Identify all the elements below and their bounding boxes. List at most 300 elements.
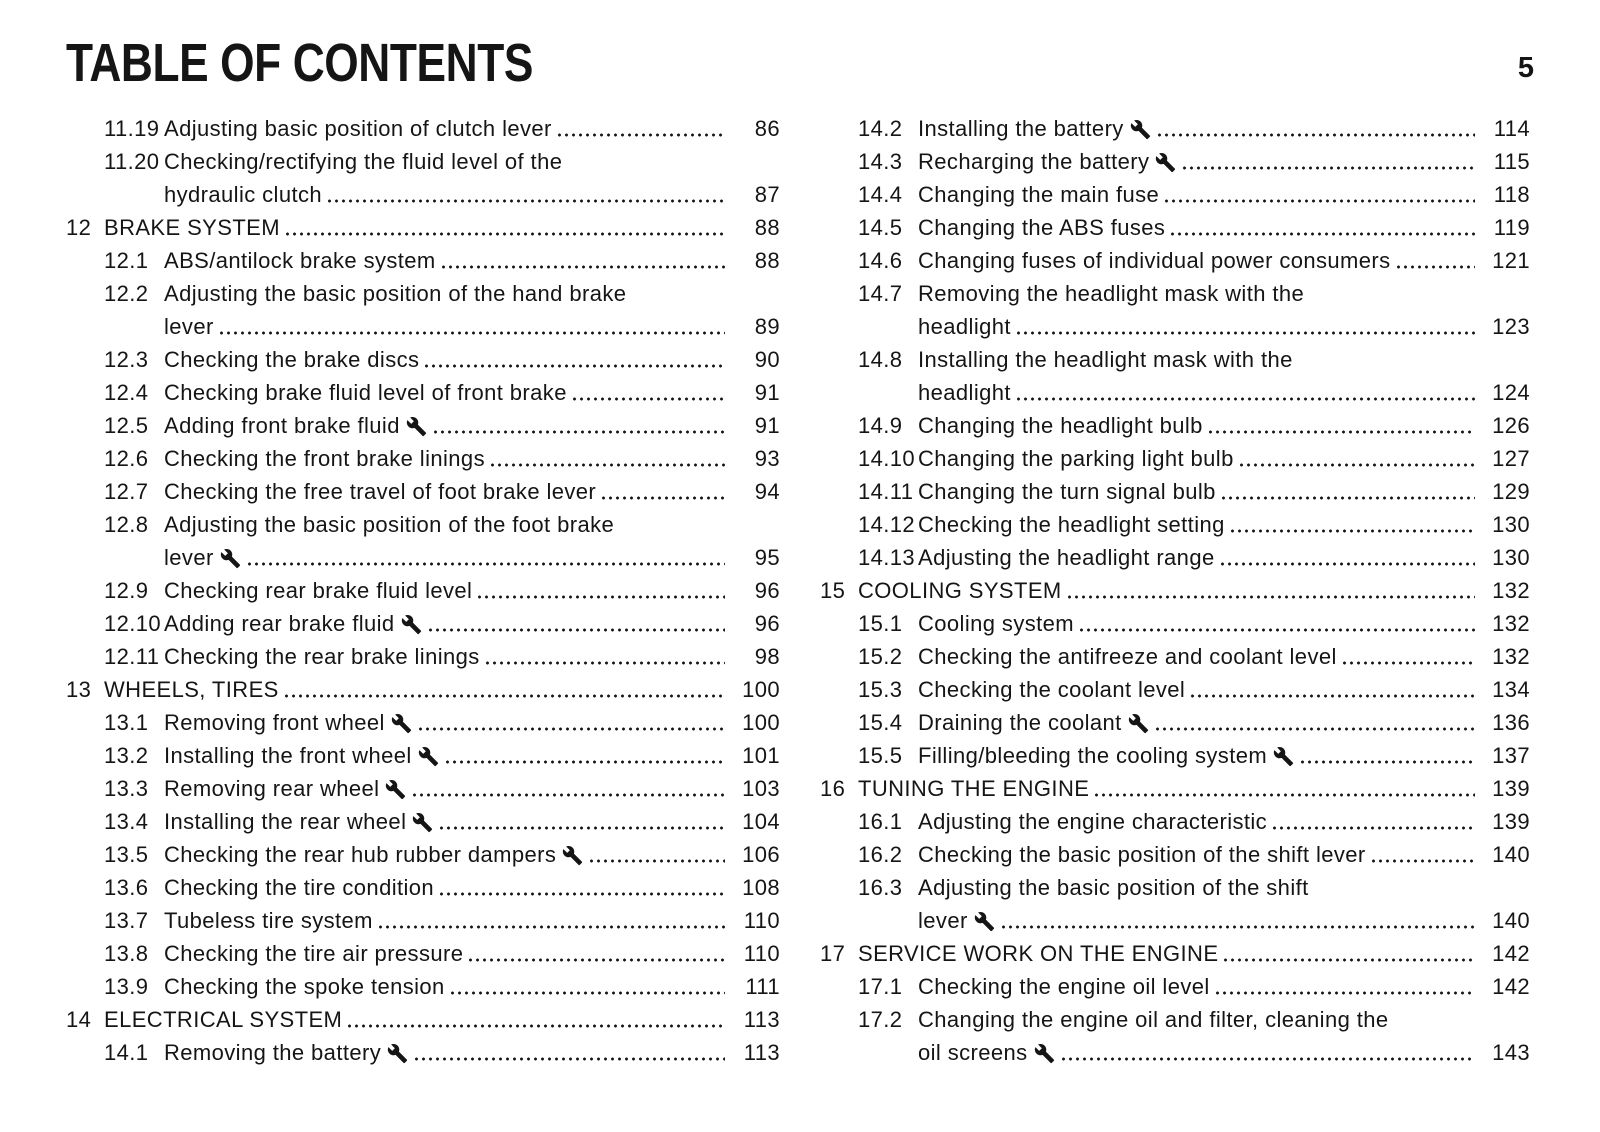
toc-section-entry [66, 640, 780, 673]
entry-body [918, 541, 1530, 574]
entry-title-line: Checking the rear hub rubber dampers [164, 838, 584, 871]
entry-page-number: 139 [1492, 809, 1530, 834]
entry-number: 14.8 [858, 347, 903, 372]
entry-page-number: 110 [743, 941, 780, 966]
toc-section-entry [820, 277, 1530, 343]
entry-body [918, 442, 1530, 475]
entry-page-number: 96 [754, 611, 780, 636]
toc-section-entry [820, 805, 1530, 838]
entry-last-line [918, 607, 1530, 640]
entry-last-line [858, 574, 1530, 607]
toc-section-entry [820, 1003, 1530, 1069]
wrench-icon [974, 911, 995, 932]
entry-page-number: 139 [1492, 776, 1530, 801]
entry-page-number: 86 [754, 116, 780, 141]
entry-body [918, 673, 1530, 706]
wrench-icon [418, 746, 439, 767]
entry-page-number: 118 [1493, 182, 1530, 207]
toc-section-entry [66, 706, 780, 739]
entry-number: 14.12 [858, 512, 916, 537]
entry-page-number: 137 [1492, 743, 1530, 768]
entry-body [164, 376, 780, 409]
entry-page-number: 111 [745, 974, 780, 999]
dot-leader [423, 343, 725, 376]
toc-section-entry [66, 376, 780, 409]
entry-title-line: Checking the antifreeze and coolant level [918, 644, 1337, 669]
entry-page-number: 103 [742, 776, 780, 801]
entry-body [918, 409, 1530, 442]
dot-leader [1370, 838, 1475, 871]
entry-title-line: Removing the headlight mask with the [918, 281, 1305, 306]
dot-leader [1093, 772, 1475, 805]
entry-body [918, 508, 1530, 541]
entry-last-line [164, 937, 780, 970]
entry-title-line: Draining the coolant [918, 706, 1150, 739]
entry-title-line: ABS/antilock brake system [164, 248, 436, 273]
entry-last-line [164, 442, 780, 475]
entry-last-line [918, 145, 1530, 178]
toc-section-entry [820, 211, 1530, 244]
toc-section-entry [66, 607, 780, 640]
entry-title-line: Checking rear brake fluid level [164, 578, 473, 603]
dot-leader [413, 1036, 725, 1069]
entry-body [918, 211, 1530, 244]
toc-section-entry [66, 508, 780, 574]
entry-last-line [164, 409, 780, 442]
entry-page-number: 130 [1492, 512, 1530, 537]
entry-body [164, 871, 780, 904]
dot-leader [284, 211, 725, 244]
toc-chapter-entry [66, 211, 780, 244]
entry-number: 16.1 [858, 809, 903, 834]
entry-page-number: 124 [1492, 380, 1530, 405]
entry-number: 16.3 [858, 875, 903, 900]
dot-leader [449, 970, 725, 1003]
dot-leader [600, 475, 725, 508]
entry-page-number: 132 [1492, 644, 1530, 669]
entry-page-number: 114 [1493, 116, 1530, 141]
entry-number: 13.6 [104, 875, 149, 900]
entry-number: 12.1 [104, 248, 149, 273]
entry-body [164, 442, 780, 475]
entry-number: 14.4 [858, 182, 903, 207]
entry-title-line: BRAKE SYSTEM [104, 215, 280, 240]
entry-last-line [164, 310, 780, 343]
entry-number: 14.13 [858, 545, 916, 570]
entry-body [858, 937, 1530, 970]
entry-page-number: 108 [742, 875, 780, 900]
entry-last-line [918, 1036, 1530, 1069]
entry-title-line: Adjusting the headlight range [918, 545, 1215, 570]
entry-title-line: Checking the brake discs [164, 347, 420, 372]
toc-section-entry [820, 112, 1530, 145]
entry-page-number: 96 [754, 578, 780, 603]
toc-section-entry [820, 508, 1530, 541]
entry-page-number: 106 [742, 842, 780, 867]
toc-section-entry [66, 442, 780, 475]
dot-leader [556, 112, 725, 145]
entry-page-number: 110 [743, 908, 780, 933]
entry-number: 14.9 [858, 413, 903, 438]
entry-last-line [164, 1036, 780, 1069]
entry-last-line [164, 574, 780, 607]
toc-section-entry [820, 871, 1530, 937]
entry-title-line: Adding front brake fluid [164, 409, 428, 442]
entry-page-number: 130 [1492, 545, 1530, 570]
entry-title-line: Installing the headlight mask with the [918, 347, 1293, 372]
dot-leader [1169, 211, 1475, 244]
entry-number: 14.2 [858, 116, 903, 141]
entry-number: 14.3 [858, 149, 903, 174]
entry-body [918, 244, 1530, 277]
entry-title-line: TUNING THE ENGINE [858, 776, 1090, 801]
dot-leader [1238, 442, 1475, 475]
entry-page-number: 121 [1492, 248, 1530, 273]
entry-last-line [918, 541, 1530, 574]
entry-last-line [918, 739, 1530, 772]
toc-section-entry [820, 475, 1530, 508]
entry-last-line [918, 475, 1530, 508]
entry-title-line: Removing the battery [164, 1036, 409, 1069]
dot-leader [1214, 970, 1475, 1003]
entry-title-line: headlight [918, 380, 1011, 405]
entry-title-line: Adding rear brake fluid [164, 607, 423, 640]
entry-page-number: 113 [743, 1007, 780, 1032]
entry-number: 13.5 [104, 842, 149, 867]
toc-section-entry [820, 178, 1530, 211]
entry-body [164, 772, 780, 805]
dot-leader [346, 1003, 725, 1036]
entry-body [918, 475, 1530, 508]
entry-page-number: 88 [754, 215, 780, 240]
dot-leader [444, 739, 725, 772]
dot-leader [1066, 574, 1475, 607]
toc-chapter-entry [820, 574, 1530, 607]
entry-title-line: Changing the headlight bulb [918, 413, 1203, 438]
dot-leader [571, 376, 725, 409]
entry-last-line [164, 112, 780, 145]
entry-last-line [858, 772, 1530, 805]
entry-title-line: Installing the rear wheel [164, 805, 434, 838]
entry-body [164, 706, 780, 739]
entry-title-line: lever [918, 904, 996, 937]
dot-leader [218, 310, 725, 343]
entry-number: 13.1 [104, 710, 149, 735]
entry-body [104, 211, 780, 244]
entry-last-line [164, 343, 780, 376]
entry-number: 12.11 [104, 644, 160, 669]
entry-number: 13.2 [104, 743, 149, 768]
entry-body [918, 970, 1530, 1003]
entry-last-line [164, 904, 780, 937]
entry-last-line [164, 607, 780, 640]
toc-section-entry [66, 277, 780, 343]
entry-last-line [918, 442, 1530, 475]
entry-body [164, 904, 780, 937]
entry-number: 13 [66, 677, 92, 702]
toc-section-entry [820, 244, 1530, 277]
toc-section-entry [820, 640, 1530, 673]
entry-title-line: Checking the free travel of foot brake lever [164, 479, 597, 504]
toc-column-right [820, 112, 1530, 1069]
entry-last-line [918, 112, 1530, 145]
dot-leader [326, 178, 725, 211]
toc-section-entry [66, 574, 780, 607]
entry-body [164, 640, 780, 673]
entry-number: 11.19 [104, 116, 160, 141]
toc-section-entry [820, 607, 1530, 640]
entry-number: 17.2 [858, 1007, 903, 1032]
toc-section-entry [66, 937, 780, 970]
dot-leader [283, 673, 725, 706]
entry-title-line: Checking the tire condition [164, 875, 435, 900]
entry-last-line [918, 310, 1530, 343]
entry-title-line: Changing the turn signal bulb [918, 479, 1216, 504]
entry-last-line [918, 640, 1530, 673]
entry-page-number: 104 [742, 809, 780, 834]
entry-body [164, 409, 780, 442]
entry-number: 17.1 [858, 974, 903, 999]
entry-page-number: 123 [1492, 314, 1530, 339]
entry-body [918, 343, 1530, 409]
dot-leader [1181, 145, 1475, 178]
wrench-icon [387, 1043, 408, 1064]
entry-page-number: 89 [754, 314, 780, 339]
toc-section-entry [66, 739, 780, 772]
toc-section-entry [66, 409, 780, 442]
entry-title-line: Checking the engine oil level [918, 974, 1210, 999]
entry-number: 15 [820, 578, 846, 603]
entry-last-line [164, 640, 780, 673]
entry-body [164, 508, 780, 574]
entry-number: 16 [820, 776, 846, 801]
entry-number: 12.2 [104, 281, 149, 306]
entry-number: 13.7 [104, 908, 149, 933]
entry-body [164, 343, 780, 376]
entry-title-line: Installing the front wheel [164, 739, 440, 772]
entry-last-line [104, 673, 780, 706]
entry-last-line [164, 706, 780, 739]
dot-leader [1395, 244, 1475, 277]
entry-page-number: 119 [1493, 215, 1530, 240]
entry-body [918, 178, 1530, 211]
entry-number: 13.4 [104, 809, 149, 834]
toc-section-entry [66, 244, 780, 277]
entry-body [858, 772, 1530, 805]
entry-number: 12.9 [104, 578, 149, 603]
dot-leader [1222, 937, 1475, 970]
dot-leader [489, 442, 725, 475]
entry-body [104, 673, 780, 706]
entry-title-line: Removing front wheel [164, 706, 413, 739]
entry-last-line [104, 211, 780, 244]
entry-page-number: 132 [1492, 611, 1530, 636]
dot-leader [1015, 310, 1475, 343]
entry-page-number: 136 [1492, 710, 1530, 735]
dot-leader [1163, 178, 1475, 211]
dot-leader [246, 541, 725, 574]
toc-section-entry [820, 442, 1530, 475]
entry-number: 13.8 [104, 941, 149, 966]
entry-last-line [164, 871, 780, 904]
wrench-icon [220, 548, 241, 569]
entry-body [164, 574, 780, 607]
dot-leader [1189, 673, 1475, 706]
entry-last-line [164, 739, 780, 772]
entry-last-line [104, 1003, 780, 1036]
entry-last-line [164, 178, 780, 211]
toc-section-entry [66, 343, 780, 376]
entry-title-line: Tubeless tire system [164, 908, 373, 933]
toc-column-left [66, 112, 780, 1069]
entry-number: 12.6 [104, 446, 149, 471]
entry-body [164, 838, 780, 871]
entry-page-number: 115 [1493, 149, 1530, 174]
entry-page-number: 142 [1492, 941, 1530, 966]
toc-section-entry [66, 871, 780, 904]
entry-last-line [918, 904, 1530, 937]
entry-page-number: 95 [754, 545, 780, 570]
toc-section-entry [820, 838, 1530, 871]
entry-title-line: lever [164, 314, 214, 339]
dot-leader [427, 607, 725, 640]
toc-section-entry [820, 706, 1530, 739]
entry-body [918, 706, 1530, 739]
dot-leader [1271, 805, 1475, 838]
toc-section-entry [820, 673, 1530, 706]
wrench-icon [401, 614, 422, 635]
entry-number: 14.10 [858, 446, 916, 471]
entry-body [164, 607, 780, 640]
entry-title-line: Adjusting basic position of clutch lever [164, 116, 552, 141]
entry-title-line: Cooling system [918, 611, 1074, 636]
entry-title-line: Removing rear wheel [164, 772, 407, 805]
entry-page-number: 129 [1492, 479, 1530, 504]
entry-number: 12.8 [104, 512, 149, 537]
entry-title-line: Recharging the battery [918, 145, 1177, 178]
dot-leader [484, 640, 725, 673]
dot-leader [1154, 706, 1475, 739]
entry-title-line: Checking the front brake linings [164, 446, 485, 471]
entry-number: 12.3 [104, 347, 149, 372]
dot-leader [588, 838, 725, 871]
entry-page-number: 101 [742, 743, 780, 768]
entry-title-line: Checking the coolant level [918, 677, 1186, 702]
entry-last-line [918, 706, 1530, 739]
entry-body [164, 937, 780, 970]
dot-leader [476, 574, 725, 607]
toc-section-entry [66, 970, 780, 1003]
entry-number: 16.2 [858, 842, 903, 867]
toc-section-entry [820, 343, 1530, 409]
wrench-icon [385, 779, 406, 800]
entry-page-number: 87 [754, 182, 780, 207]
entry-last-line [858, 937, 1530, 970]
toc-section-entry [66, 112, 780, 145]
wrench-icon [1273, 746, 1294, 767]
entry-title-line: Filling/bleeding the cooling system [918, 739, 1295, 772]
entry-last-line [918, 178, 1530, 211]
entry-page-number: 142 [1492, 974, 1530, 999]
toc-chapter-entry [820, 937, 1530, 970]
entry-number: 14.5 [858, 215, 903, 240]
entry-page-number: 100 [742, 710, 780, 735]
toc-chapter-entry [66, 1003, 780, 1036]
entry-number: 14.11 [858, 479, 914, 504]
entry-body [164, 244, 780, 277]
dot-leader [1220, 475, 1475, 508]
entry-number: 14 [66, 1007, 92, 1032]
entry-page-number: 100 [742, 677, 780, 702]
entry-body [918, 112, 1530, 145]
entry-number: 13.3 [104, 776, 149, 801]
dot-leader [417, 706, 725, 739]
entry-body [858, 574, 1530, 607]
entry-page-number: 88 [754, 248, 780, 273]
entry-title-line: Checking brake fluid level of front brake [164, 380, 567, 405]
entry-number: 14.7 [858, 281, 903, 306]
entry-number: 15.4 [858, 710, 903, 735]
dot-leader [438, 871, 725, 904]
dot-leader [1219, 541, 1475, 574]
dot-leader [1207, 409, 1475, 442]
entry-number: 11.20 [104, 149, 160, 174]
toc-chapter-entry [820, 772, 1530, 805]
entry-title-line: Checking the basic position of the shift lever [918, 842, 1366, 867]
entry-last-line [164, 244, 780, 277]
entry-last-line [164, 541, 780, 574]
wrench-icon [412, 812, 433, 833]
entry-last-line [918, 805, 1530, 838]
entry-number: 15.2 [858, 644, 903, 669]
toc-chapter-entry [66, 673, 780, 706]
entry-title-line: SERVICE WORK ON THE ENGINE [858, 941, 1219, 966]
page-title: TABLE OF CONTENTS [66, 33, 533, 93]
toc-section-entry [820, 409, 1530, 442]
dot-leader [1060, 1036, 1475, 1069]
entry-last-line [918, 376, 1530, 409]
toc-section-entry [66, 772, 780, 805]
entry-title-line: Installing the battery [918, 112, 1152, 145]
entry-body [164, 1036, 780, 1069]
entry-number: 12.5 [104, 413, 149, 438]
dot-leader [1015, 376, 1475, 409]
entry-last-line [164, 475, 780, 508]
wrench-icon [406, 416, 427, 437]
entry-last-line [164, 970, 780, 1003]
entry-last-line [918, 244, 1530, 277]
entry-page-number: 126 [1492, 413, 1530, 438]
entry-title-line: Changing fuses of individual power consumers [918, 248, 1391, 273]
page-number: 5 [1517, 52, 1534, 84]
entry-body [918, 838, 1530, 871]
dot-leader [1299, 739, 1475, 772]
entry-page-number: 132 [1492, 578, 1530, 603]
entry-number: 15.5 [858, 743, 903, 768]
entry-number: 15.3 [858, 677, 903, 702]
entry-title-line: Adjusting the basic position of the foot brake [164, 512, 615, 537]
entry-body [164, 112, 780, 145]
entry-number: 14.6 [858, 248, 903, 273]
dot-leader [467, 937, 725, 970]
entry-page-number: 140 [1492, 908, 1530, 933]
dot-leader [438, 805, 725, 838]
entry-number: 14.1 [104, 1040, 149, 1065]
entry-body [164, 805, 780, 838]
entry-number: 12 [66, 215, 92, 240]
entry-title-line: Checking the headlight setting [918, 512, 1225, 537]
entry-title-line: ELECTRICAL SYSTEM [104, 1007, 343, 1032]
